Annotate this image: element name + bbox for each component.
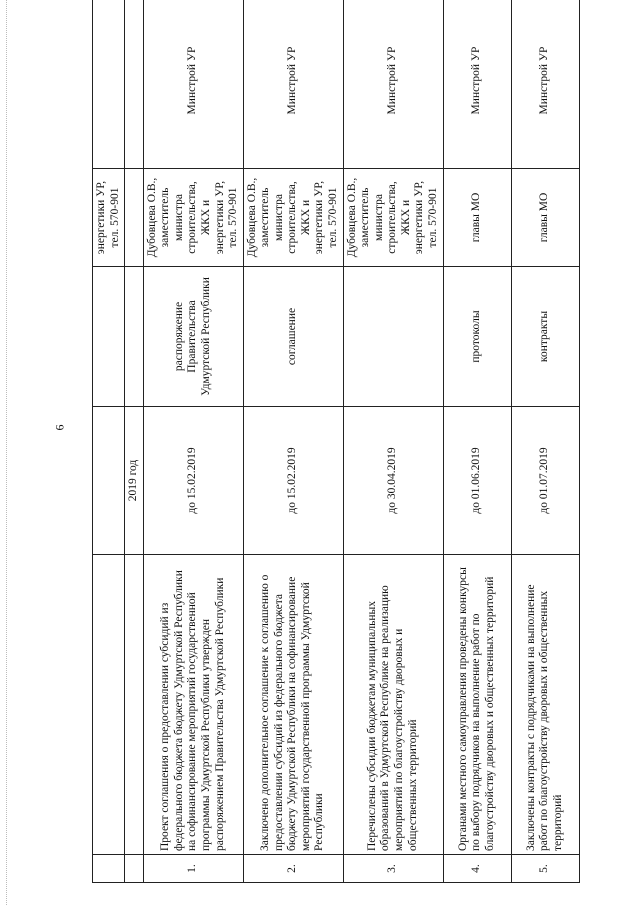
row-ministry: Минстрой УР [243,0,343,169]
table-row [243,0,343,883]
year-header-row [125,0,144,883]
cell-empty [125,169,144,267]
row-deadline: до 01.07.2019 [511,407,579,555]
row-responsible: главы МО [443,169,511,267]
cell-empty [125,267,144,407]
row-number: 5. [511,855,579,883]
table-row [443,0,511,883]
plan-table [92,0,580,883]
row-responsible: главы МО [511,169,579,267]
table-row [511,0,579,883]
row-description: Перечислены субсидии бюджетам муниципальных образований в Удмуртской Республике на реализацию мероприятий по благоустройству дворовых и общественных территорий [343,555,443,855]
row-deadline: до 15.02.2019 [143,407,243,555]
row-description: Заключено дополнительное соглашение к соглашению о предоставлении субсидий из федерального бюджета бюджету Удмуртской Республики на софинансирование мероприятий государственной программы Удмуртской Республики [243,555,343,855]
table-row [143,0,243,883]
row-document: контракты [511,267,579,407]
cell-contact: энергетики УР, тел. 570-901 [93,169,125,267]
cell-empty [93,407,125,555]
row-deadline: до 15.02.2019 [243,407,343,555]
cell-empty [125,855,144,883]
page-number: 6 [52,424,67,431]
row-document: соглашение [243,267,343,407]
scan-edge-line [6,0,7,905]
row-number: 1. [143,855,243,883]
row-responsible: Дубовцева О.В., заместитель министра строительства, ЖКХ и энергетики УР, тел. 570-901 [143,169,243,267]
table-row-previous [93,0,125,883]
cell-empty [125,555,144,855]
row-description: Проект соглашения о предоставлении субсидий из федерального бюджета бюджету Удмуртской Республики на софинансирование мероприятий государственной программы Удмуртской Республики утвержден распоряжением Правительства Удмуртской Республики [143,555,243,855]
cell-empty [125,0,144,169]
row-number: 4. [443,855,511,883]
cell-empty [93,267,125,407]
row-description: Заключены контракты с подрядчиками на выполнение работ по благоустройству дворовых и общественных территорий [511,555,579,855]
row-responsible: Дубовцева О.В., заместитель министра строительства, ЖКХ и энергетики УР, тел. 570-901 [343,169,443,267]
row-ministry: Минстрой УР [143,0,243,169]
row-deadline: до 01.06.2019 [443,407,511,555]
row-ministry: Минстрой УР [443,0,511,169]
row-number: 2. [243,855,343,883]
row-document [343,267,443,407]
row-document: протоколы [443,267,511,407]
row-number: 3. [343,855,443,883]
year-header: 2019 год [125,407,144,555]
row-description: Органами местного самоуправления проведены конкурсы по выбору подрядчиков на выполнение работ по благоустройству дворовых и общественных территорий [443,555,511,855]
row-ministry: Минстрой УР [343,0,443,169]
cell-ministry [93,0,125,169]
row-ministry: Минстрой УР [511,0,579,169]
cell-empty [93,855,125,883]
row-document: распоряжение Правительства Удмуртской Республики [143,267,243,407]
rotated-table-container [92,0,564,883]
row-deadline: до 30.04.2019 [343,407,443,555]
row-responsible: Дубовцева О.В., заместитель министра строительства, ЖКХ и энергетики УР, тел. 570-901 [243,169,343,267]
cell-empty [93,555,125,855]
table-row [343,0,443,883]
